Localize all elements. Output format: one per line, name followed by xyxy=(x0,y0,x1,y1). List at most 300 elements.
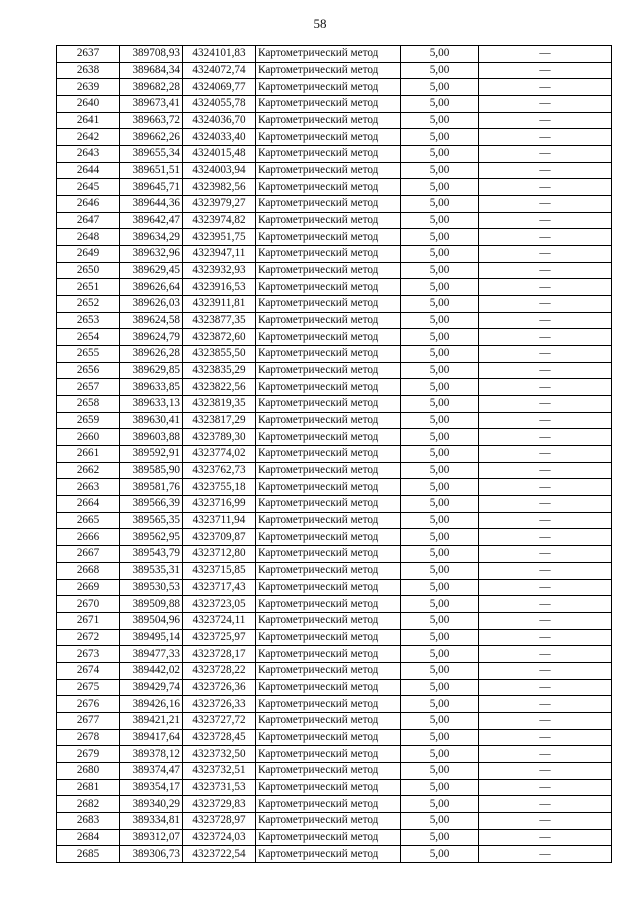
point-number-cell: 2669 xyxy=(57,579,120,596)
x-coordinate-cell: 389566,39 xyxy=(120,496,183,513)
x-coordinate-cell: 389684,34 xyxy=(120,62,183,79)
method-cell: Картометрический метод xyxy=(256,679,401,696)
accuracy-cell: 5,00 xyxy=(401,129,479,146)
point-number-cell: 2637 xyxy=(57,46,120,63)
y-coordinate-cell: 4323709,87 xyxy=(183,529,256,546)
table-row xyxy=(57,112,612,129)
method-cell: Картометрический метод xyxy=(256,229,401,246)
x-coordinate-cell: 389682,28 xyxy=(120,79,183,96)
table-row xyxy=(57,579,612,596)
method-cell: Картометрический метод xyxy=(256,479,401,496)
y-coordinate-cell: 4323726,36 xyxy=(183,679,256,696)
accuracy-cell: 5,00 xyxy=(401,746,479,763)
accuracy-cell: 5,00 xyxy=(401,762,479,779)
note-cell: — xyxy=(479,146,612,163)
table-row xyxy=(57,146,612,163)
method-cell: Картометрический метод xyxy=(256,446,401,463)
method-cell: Картометрический метод xyxy=(256,512,401,529)
y-coordinate-cell: 4323774,02 xyxy=(183,446,256,463)
accuracy-cell: 5,00 xyxy=(401,146,479,163)
note-cell: — xyxy=(479,446,612,463)
y-coordinate-cell: 4323932,93 xyxy=(183,262,256,279)
y-coordinate-cell: 4323732,50 xyxy=(183,746,256,763)
accuracy-cell: 5,00 xyxy=(401,212,479,229)
x-coordinate-cell: 389495,14 xyxy=(120,629,183,646)
note-cell: — xyxy=(479,796,612,813)
accuracy-cell: 5,00 xyxy=(401,429,479,446)
y-coordinate-cell: 4323979,27 xyxy=(183,196,256,213)
method-cell: Картометрический метод xyxy=(256,612,401,629)
x-coordinate-cell: 389535,31 xyxy=(120,562,183,579)
table-row xyxy=(57,512,612,529)
note-cell: — xyxy=(479,746,612,763)
method-cell: Картометрический метод xyxy=(256,746,401,763)
table-row xyxy=(57,129,612,146)
method-cell: Картометрический метод xyxy=(256,329,401,346)
method-cell: Картометрический метод xyxy=(256,662,401,679)
x-coordinate-cell: 389663,72 xyxy=(120,112,183,129)
x-coordinate-cell: 389421,21 xyxy=(120,712,183,729)
table-row xyxy=(57,479,612,496)
note-cell: — xyxy=(479,412,612,429)
method-cell: Картометрический метод xyxy=(256,812,401,829)
coordinates-table xyxy=(56,45,612,863)
accuracy-cell: 5,00 xyxy=(401,62,479,79)
method-cell: Картометрический метод xyxy=(256,829,401,846)
x-coordinate-cell: 389630,41 xyxy=(120,412,183,429)
y-coordinate-cell: 4323725,97 xyxy=(183,629,256,646)
y-coordinate-cell: 4323855,50 xyxy=(183,346,256,363)
method-cell: Картометрический метод xyxy=(256,79,401,96)
accuracy-cell: 5,00 xyxy=(401,446,479,463)
note-cell: — xyxy=(479,546,612,563)
note-cell: — xyxy=(479,96,612,113)
method-cell: Картометрический метод xyxy=(256,46,401,63)
note-cell: — xyxy=(479,579,612,596)
note-cell: — xyxy=(479,729,612,746)
x-coordinate-cell: 389354,17 xyxy=(120,779,183,796)
method-cell: Картометрический метод xyxy=(256,362,401,379)
y-coordinate-cell: 4323732,51 xyxy=(183,762,256,779)
accuracy-cell: 5,00 xyxy=(401,346,479,363)
y-coordinate-cell: 4324101,83 xyxy=(183,46,256,63)
note-cell: — xyxy=(479,79,612,96)
y-coordinate-cell: 4323728,45 xyxy=(183,729,256,746)
y-coordinate-cell: 4323817,29 xyxy=(183,412,256,429)
x-coordinate-cell: 389633,13 xyxy=(120,396,183,413)
accuracy-cell: 5,00 xyxy=(401,112,479,129)
table-row xyxy=(57,646,612,663)
table-row xyxy=(57,546,612,563)
method-cell: Картометрический метод xyxy=(256,96,401,113)
note-cell: — xyxy=(479,179,612,196)
method-cell: Картометрический метод xyxy=(256,596,401,613)
table-row xyxy=(57,229,612,246)
accuracy-cell: 5,00 xyxy=(401,796,479,813)
table-row xyxy=(57,62,612,79)
note-cell: — xyxy=(479,429,612,446)
method-cell: Картометрический метод xyxy=(256,696,401,713)
point-number-cell: 2684 xyxy=(57,829,120,846)
x-coordinate-cell: 389504,96 xyxy=(120,612,183,629)
accuracy-cell: 5,00 xyxy=(401,162,479,179)
table-row xyxy=(57,562,612,579)
point-number-cell: 2641 xyxy=(57,112,120,129)
note-cell: — xyxy=(479,679,612,696)
note-cell: — xyxy=(479,129,612,146)
accuracy-cell: 5,00 xyxy=(401,229,479,246)
accuracy-cell: 5,00 xyxy=(401,846,479,863)
table-row xyxy=(57,596,612,613)
table-row xyxy=(57,162,612,179)
table-row xyxy=(57,796,612,813)
table-row xyxy=(57,362,612,379)
point-number-cell: 2666 xyxy=(57,529,120,546)
table-row xyxy=(57,79,612,96)
x-coordinate-cell: 389624,58 xyxy=(120,312,183,329)
table-row xyxy=(57,762,612,779)
point-number-cell: 2661 xyxy=(57,446,120,463)
y-coordinate-cell: 4323835,29 xyxy=(183,362,256,379)
accuracy-cell: 5,00 xyxy=(401,329,479,346)
accuracy-cell: 5,00 xyxy=(401,462,479,479)
x-coordinate-cell: 389662,26 xyxy=(120,129,183,146)
x-coordinate-cell: 389655,34 xyxy=(120,146,183,163)
note-cell: — xyxy=(479,312,612,329)
accuracy-cell: 5,00 xyxy=(401,479,479,496)
table-row xyxy=(57,296,612,313)
note-cell: — xyxy=(479,246,612,263)
table-row xyxy=(57,96,612,113)
x-coordinate-cell: 389306,73 xyxy=(120,846,183,863)
accuracy-cell: 5,00 xyxy=(401,246,479,263)
point-number-cell: 2647 xyxy=(57,212,120,229)
point-number-cell: 2670 xyxy=(57,596,120,613)
y-coordinate-cell: 4323717,43 xyxy=(183,579,256,596)
accuracy-cell: 5,00 xyxy=(401,179,479,196)
accuracy-cell: 5,00 xyxy=(401,779,479,796)
y-coordinate-cell: 4323762,73 xyxy=(183,462,256,479)
accuracy-cell: 5,00 xyxy=(401,396,479,413)
y-coordinate-cell: 4323729,83 xyxy=(183,796,256,813)
accuracy-cell: 5,00 xyxy=(401,812,479,829)
y-coordinate-cell: 4323728,97 xyxy=(183,812,256,829)
accuracy-cell: 5,00 xyxy=(401,79,479,96)
note-cell: — xyxy=(479,346,612,363)
table-row xyxy=(57,279,612,296)
y-coordinate-cell: 4324015,48 xyxy=(183,146,256,163)
note-cell: — xyxy=(479,212,612,229)
method-cell: Картометрический метод xyxy=(256,779,401,796)
point-number-cell: 2653 xyxy=(57,312,120,329)
accuracy-cell: 5,00 xyxy=(401,96,479,113)
method-cell: Картометрический метод xyxy=(256,129,401,146)
accuracy-cell: 5,00 xyxy=(401,579,479,596)
point-number-cell: 2677 xyxy=(57,712,120,729)
accuracy-cell: 5,00 xyxy=(401,679,479,696)
accuracy-cell: 5,00 xyxy=(401,262,479,279)
accuracy-cell: 5,00 xyxy=(401,279,479,296)
point-number-cell: 2662 xyxy=(57,462,120,479)
method-cell: Картометрический метод xyxy=(256,162,401,179)
table-row xyxy=(57,712,612,729)
table-row xyxy=(57,829,612,846)
x-coordinate-cell: 389633,85 xyxy=(120,379,183,396)
method-cell: Картометрический метод xyxy=(256,196,401,213)
table-row xyxy=(57,729,612,746)
y-coordinate-cell: 4324069,77 xyxy=(183,79,256,96)
point-number-cell: 2678 xyxy=(57,729,120,746)
accuracy-cell: 5,00 xyxy=(401,612,479,629)
method-cell: Картометрический метод xyxy=(256,412,401,429)
x-coordinate-cell: 389426,16 xyxy=(120,696,183,713)
point-number-cell: 2668 xyxy=(57,562,120,579)
point-number-cell: 2680 xyxy=(57,762,120,779)
accuracy-cell: 5,00 xyxy=(401,696,479,713)
accuracy-cell: 5,00 xyxy=(401,662,479,679)
y-coordinate-cell: 4323951,75 xyxy=(183,229,256,246)
note-cell: — xyxy=(479,479,612,496)
x-coordinate-cell: 389645,71 xyxy=(120,179,183,196)
x-coordinate-cell: 389634,29 xyxy=(120,229,183,246)
method-cell: Картометрический метод xyxy=(256,762,401,779)
accuracy-cell: 5,00 xyxy=(401,379,479,396)
accuracy-cell: 5,00 xyxy=(401,596,479,613)
y-coordinate-cell: 4323982,56 xyxy=(183,179,256,196)
accuracy-cell: 5,00 xyxy=(401,362,479,379)
method-cell: Картометрический метод xyxy=(256,296,401,313)
note-cell: — xyxy=(479,762,612,779)
method-cell: Картометрический метод xyxy=(256,546,401,563)
x-coordinate-cell: 389626,03 xyxy=(120,296,183,313)
y-coordinate-cell: 4323789,30 xyxy=(183,429,256,446)
x-coordinate-cell: 389340,29 xyxy=(120,796,183,813)
y-coordinate-cell: 4323974,82 xyxy=(183,212,256,229)
x-coordinate-cell: 389626,28 xyxy=(120,346,183,363)
y-coordinate-cell: 4323947,11 xyxy=(183,246,256,263)
note-cell: — xyxy=(479,529,612,546)
point-number-cell: 2645 xyxy=(57,179,120,196)
point-number-cell: 2639 xyxy=(57,79,120,96)
table-row xyxy=(57,746,612,763)
table-row xyxy=(57,679,612,696)
method-cell: Картометрический метод xyxy=(256,246,401,263)
table-row xyxy=(57,446,612,463)
method-cell: Картометрический метод xyxy=(256,346,401,363)
method-cell: Картометрический метод xyxy=(256,396,401,413)
method-cell: Картометрический метод xyxy=(256,796,401,813)
y-coordinate-cell: 4323916,53 xyxy=(183,279,256,296)
accuracy-cell: 5,00 xyxy=(401,46,479,63)
table-row xyxy=(57,379,612,396)
point-number-cell: 2672 xyxy=(57,629,120,646)
x-coordinate-cell: 389585,90 xyxy=(120,462,183,479)
note-cell: — xyxy=(479,296,612,313)
note-cell: — xyxy=(479,846,612,863)
x-coordinate-cell: 389629,85 xyxy=(120,362,183,379)
point-number-cell: 2655 xyxy=(57,346,120,363)
accuracy-cell: 5,00 xyxy=(401,712,479,729)
table-row xyxy=(57,462,612,479)
note-cell: — xyxy=(479,612,612,629)
table-row xyxy=(57,212,612,229)
x-coordinate-cell: 389565,35 xyxy=(120,512,183,529)
method-cell: Картометрический метод xyxy=(256,529,401,546)
x-coordinate-cell: 389592,91 xyxy=(120,446,183,463)
y-coordinate-cell: 4323911,81 xyxy=(183,296,256,313)
point-number-cell: 2658 xyxy=(57,396,120,413)
y-coordinate-cell: 4323715,85 xyxy=(183,562,256,579)
accuracy-cell: 5,00 xyxy=(401,729,479,746)
method-cell: Картометрический метод xyxy=(256,712,401,729)
y-coordinate-cell: 4323712,80 xyxy=(183,546,256,563)
y-coordinate-cell: 4324003,94 xyxy=(183,162,256,179)
y-coordinate-cell: 4323726,33 xyxy=(183,696,256,713)
method-cell: Картометрический метод xyxy=(256,846,401,863)
x-coordinate-cell: 389603,88 xyxy=(120,429,183,446)
y-coordinate-cell: 4323728,22 xyxy=(183,662,256,679)
accuracy-cell: 5,00 xyxy=(401,512,479,529)
table-row xyxy=(57,179,612,196)
accuracy-cell: 5,00 xyxy=(401,562,479,579)
table-row xyxy=(57,396,612,413)
note-cell: — xyxy=(479,329,612,346)
method-cell: Картометрический метод xyxy=(256,429,401,446)
point-number-cell: 2663 xyxy=(57,479,120,496)
method-cell: Картометрический метод xyxy=(256,62,401,79)
note-cell: — xyxy=(479,462,612,479)
point-number-cell: 2640 xyxy=(57,96,120,113)
note-cell: — xyxy=(479,229,612,246)
point-number-cell: 2643 xyxy=(57,146,120,163)
x-coordinate-cell: 389442,02 xyxy=(120,662,183,679)
method-cell: Картометрический метод xyxy=(256,112,401,129)
method-cell: Картометрический метод xyxy=(256,496,401,513)
table-row xyxy=(57,529,612,546)
page-number: 58 xyxy=(313,16,327,31)
x-coordinate-cell: 389632,96 xyxy=(120,246,183,263)
x-coordinate-cell: 389626,64 xyxy=(120,279,183,296)
y-coordinate-cell: 4323755,18 xyxy=(183,479,256,496)
y-coordinate-cell: 4324072,74 xyxy=(183,62,256,79)
table-row xyxy=(57,629,612,646)
table-row xyxy=(57,779,612,796)
method-cell: Картометрический метод xyxy=(256,462,401,479)
point-number-cell: 2664 xyxy=(57,496,120,513)
accuracy-cell: 5,00 xyxy=(401,496,479,513)
y-coordinate-cell: 4323819,35 xyxy=(183,396,256,413)
x-coordinate-cell: 389651,51 xyxy=(120,162,183,179)
method-cell: Картометрический метод xyxy=(256,279,401,296)
table-row xyxy=(57,412,612,429)
note-cell: — xyxy=(479,162,612,179)
point-number-cell: 2673 xyxy=(57,646,120,663)
note-cell: — xyxy=(479,62,612,79)
y-coordinate-cell: 4323711,94 xyxy=(183,512,256,529)
table-row xyxy=(57,246,612,263)
x-coordinate-cell: 389429,74 xyxy=(120,679,183,696)
table-row xyxy=(57,46,612,63)
point-number-cell: 2659 xyxy=(57,412,120,429)
y-coordinate-cell: 4323716,99 xyxy=(183,496,256,513)
x-coordinate-cell: 389644,36 xyxy=(120,196,183,213)
method-cell: Картометрический метод xyxy=(256,379,401,396)
note-cell: — xyxy=(479,46,612,63)
y-coordinate-cell: 4323724,11 xyxy=(183,612,256,629)
x-coordinate-cell: 389334,81 xyxy=(120,812,183,829)
point-number-cell: 2667 xyxy=(57,546,120,563)
x-coordinate-cell: 389509,88 xyxy=(120,596,183,613)
note-cell: — xyxy=(479,712,612,729)
x-coordinate-cell: 389673,41 xyxy=(120,96,183,113)
x-coordinate-cell: 389530,53 xyxy=(120,579,183,596)
table-row xyxy=(57,662,612,679)
point-number-cell: 2685 xyxy=(57,846,120,863)
x-coordinate-cell: 389374,47 xyxy=(120,762,183,779)
x-coordinate-cell: 389581,76 xyxy=(120,479,183,496)
point-number-cell: 2683 xyxy=(57,812,120,829)
point-number-cell: 2679 xyxy=(57,746,120,763)
note-cell: — xyxy=(479,779,612,796)
y-coordinate-cell: 4323822,56 xyxy=(183,379,256,396)
point-number-cell: 2671 xyxy=(57,612,120,629)
method-cell: Картометрический метод xyxy=(256,646,401,663)
note-cell: — xyxy=(479,396,612,413)
point-number-cell: 2648 xyxy=(57,229,120,246)
x-coordinate-cell: 389312,07 xyxy=(120,829,183,846)
y-coordinate-cell: 4323731,53 xyxy=(183,779,256,796)
point-number-cell: 2642 xyxy=(57,129,120,146)
table-row xyxy=(57,429,612,446)
point-number-cell: 2660 xyxy=(57,429,120,446)
accuracy-cell: 5,00 xyxy=(401,829,479,846)
note-cell: — xyxy=(479,196,612,213)
y-coordinate-cell: 4324036,70 xyxy=(183,112,256,129)
y-coordinate-cell: 4323722,54 xyxy=(183,846,256,863)
y-coordinate-cell: 4323728,17 xyxy=(183,646,256,663)
accuracy-cell: 5,00 xyxy=(401,312,479,329)
point-number-cell: 2657 xyxy=(57,379,120,396)
y-coordinate-cell: 4324033,40 xyxy=(183,129,256,146)
method-cell: Картометрический метод xyxy=(256,146,401,163)
point-number-cell: 2674 xyxy=(57,662,120,679)
method-cell: Картометрический метод xyxy=(256,562,401,579)
point-number-cell: 2646 xyxy=(57,196,120,213)
x-coordinate-cell: 389543,79 xyxy=(120,546,183,563)
x-coordinate-cell: 389708,93 xyxy=(120,46,183,63)
table-row xyxy=(57,346,612,363)
note-cell: — xyxy=(479,562,612,579)
point-number-cell: 2652 xyxy=(57,296,120,313)
accuracy-cell: 5,00 xyxy=(401,296,479,313)
note-cell: — xyxy=(479,629,612,646)
accuracy-cell: 5,00 xyxy=(401,529,479,546)
accuracy-cell: 5,00 xyxy=(401,196,479,213)
table-row xyxy=(57,196,612,213)
table-row xyxy=(57,696,612,713)
note-cell: — xyxy=(479,362,612,379)
table-row xyxy=(57,846,612,863)
accuracy-cell: 5,00 xyxy=(401,546,479,563)
method-cell: Картометрический метод xyxy=(256,629,401,646)
x-coordinate-cell: 389562,95 xyxy=(120,529,183,546)
note-cell: — xyxy=(479,812,612,829)
note-cell: — xyxy=(479,379,612,396)
point-number-cell: 2650 xyxy=(57,262,120,279)
x-coordinate-cell: 389642,47 xyxy=(120,212,183,229)
point-number-cell: 2676 xyxy=(57,696,120,713)
x-coordinate-cell: 389624,79 xyxy=(120,329,183,346)
